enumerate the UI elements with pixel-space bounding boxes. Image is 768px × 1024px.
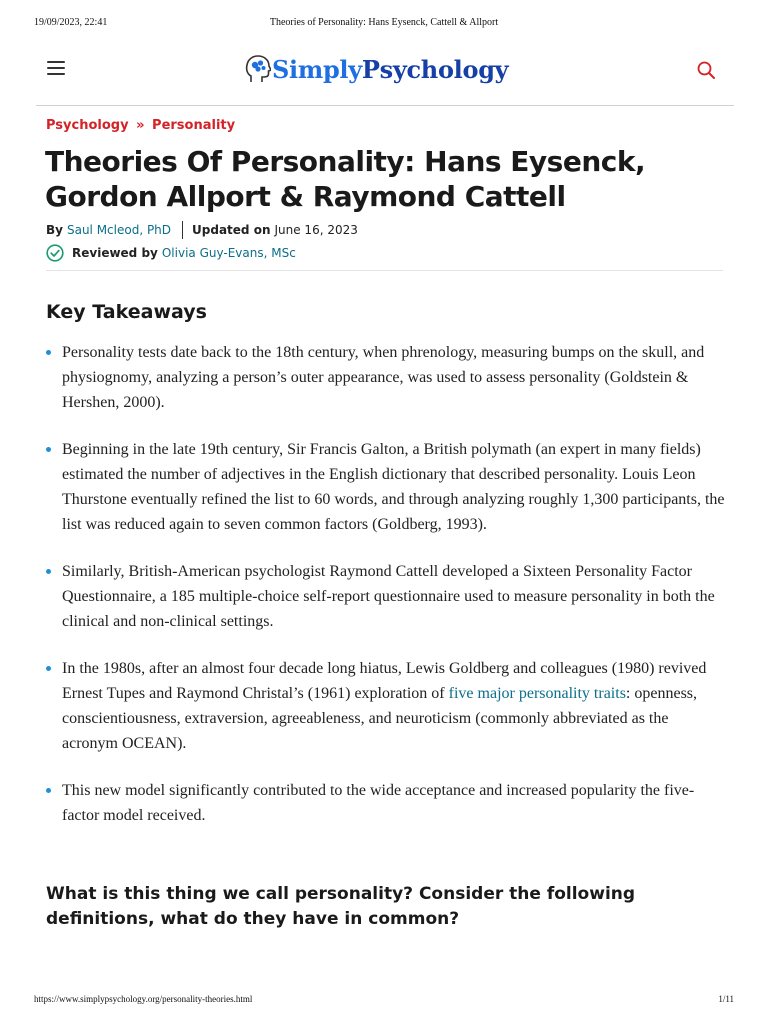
list-item [46,340,726,415]
print-url: https://www.simplypsychology.org/personality-theories.html [34,994,253,1004]
breadcrumb-personality[interactable]: Personality [152,118,236,133]
takeaway-text: Similarly, British-American psychologist Raymond Cattell developed a Sixteen Personality Factor Questionnaire, a 185 multiple-choice self-report questionnaire used to measure personality in both the clinical and non-clinical settings. [62,563,715,630]
five-traits-link[interactable]: five major personality traits [448,685,626,702]
page-title: Theories Of Personality: Hans Eysenck, Gordon Allport & Raymond Cattell [45,145,646,213]
takeaway-text-after: : openness, conscientiousness, extraversion, agreeableness, and neuroticism (commonly abbreviated as the acronym OCEAN). [62,685,698,752]
key-takeaways-heading: Key Takeaways [46,301,207,323]
bullet-icon [46,350,51,355]
breadcrumb-separator: » [136,118,145,133]
key-takeaways-list [46,340,726,850]
search-icon[interactable] [696,60,716,80]
bullet-icon [46,569,51,574]
takeaway-text: Personality tests date back to the 18th century, when phrenology, measuring bumps on the skull, and physiognomy, analyzing a person’s outer appearance, was used to assess personality (Goldstein & Hershen, 2000). [62,344,705,411]
article-meta-author [46,221,358,239]
logo-wordmark [272,55,508,84]
print-page-number: 1/11 [718,994,734,1004]
list-item [46,656,726,756]
menu-icon[interactable] [47,61,65,75]
site-logo[interactable] [245,52,508,86]
bullet-icon [46,788,51,793]
meta-divider [182,221,183,239]
list-item [46,559,726,634]
takeaway-text-before: In the 1980s, after an almost four decade long hiatus, Lewis Goldberg and colleagues (1980) revived Ernest Tupes and Raymond Christal’s (1961) exploration of [62,660,707,702]
list-item [46,778,726,828]
article-meta-reviewer [46,244,296,262]
print-footer [34,994,734,1008]
breadcrumb-psychology[interactable]: Psychology [46,118,129,133]
site-header [36,48,734,106]
reviewed-label: Reviewed by [72,246,158,260]
by-label: By [46,223,63,237]
takeaway-text: This new model significantly contributed to the wide acceptance and increased popularity the five-factor model received. [62,782,695,824]
print-header [34,17,734,31]
divider [46,270,723,271]
section-heading: What is this thing we call personality? Consider the following definitions, what do they have in common? [46,884,636,929]
updated-label: Updated on [192,223,271,237]
list-item [46,437,726,537]
logo-psychology: Psychology [361,54,509,84]
bullet-icon [46,447,51,452]
takeaway-text: Beginning in the late 19th century, Sir Francis Galton, a British polymath (an expert in many fields) estimated the number of adjectives in the English dictionary that described personality. Louis Leon Thurstone eventually refined the list to 60 words, and through analyzing roughly 1,300 participants, the list was reduced again to seven common factors (Goldberg, 1993). [62,441,725,533]
brain-head-icon [245,54,271,84]
print-page-title: Theories of Personality: Hans Eysenck, Cattell & Allport [269,17,499,28]
logo-simply: Simply [272,54,362,84]
check-circle-icon [46,244,64,262]
breadcrumb [46,118,235,133]
author-link[interactable]: Saul Mcleod, PhD [66,223,172,237]
print-timestamp: 19/09/2023, 22:41 [34,17,108,28]
reviewer-link[interactable]: Olivia Guy-Evans, MSc [161,246,296,260]
bullet-icon [46,666,51,671]
updated-date: June 16, 2023 [274,223,358,237]
